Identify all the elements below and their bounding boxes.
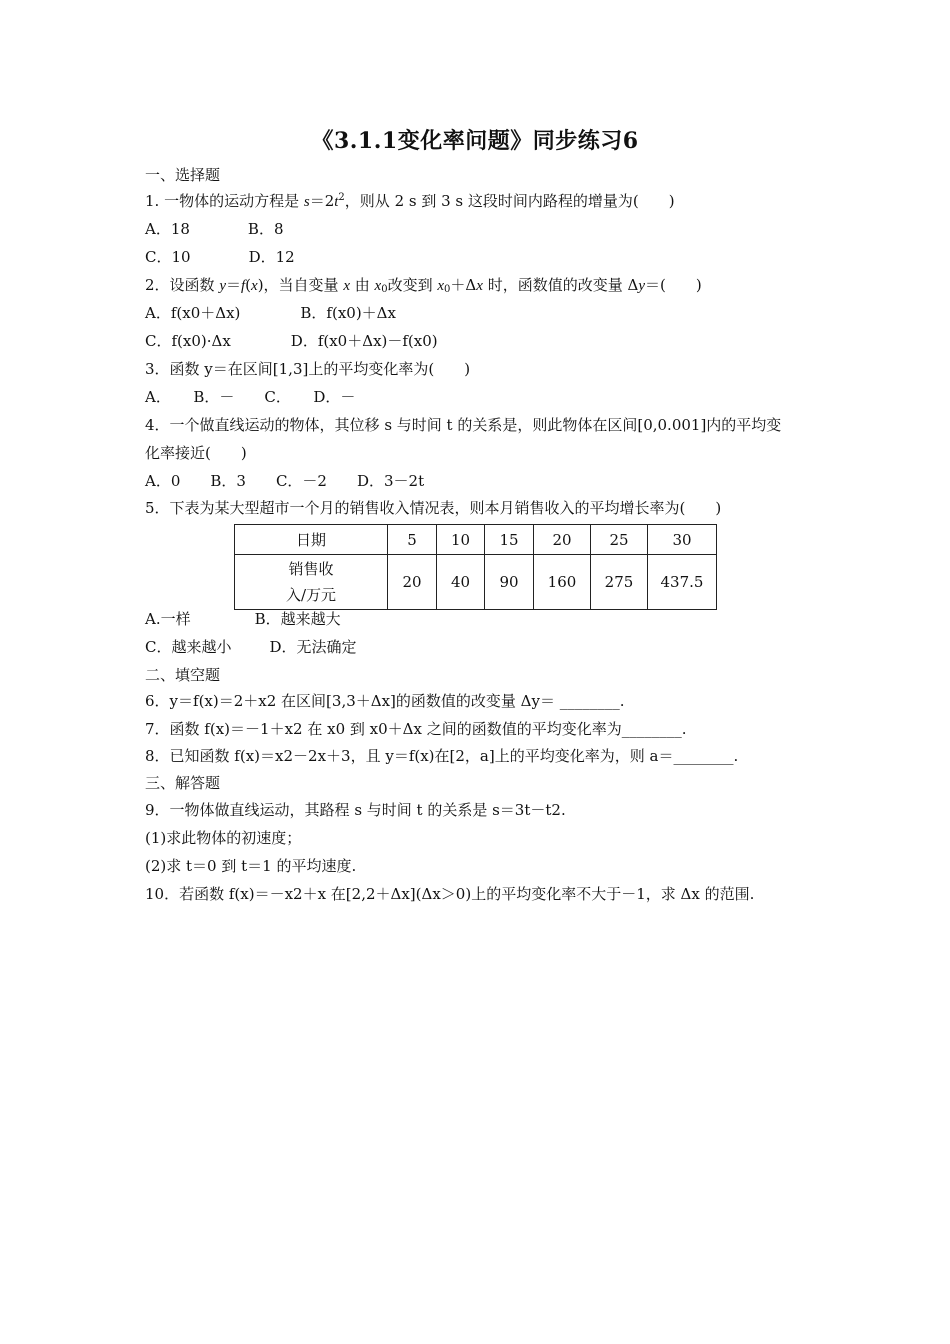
table-cell-value: 90	[485, 555, 534, 610]
question-4-line-2: 化率接近( )	[145, 444, 247, 462]
question-1-options-ab	[145, 219, 284, 239]
question-3: 3．函数 y＝在区间[1,3]上的平均变化率为( )	[145, 360, 471, 378]
question-9: 9．一物体做直线运动，其路程 s 与时间 t 的关系是 s＝3t－t2.	[145, 801, 566, 819]
question-6: 6．y＝f(x)＝2＋x2 在区间[3,3＋Δx]的函数值的改变量 Δy＝ ________.	[145, 692, 625, 710]
option-a: A.一样	[145, 610, 191, 628]
table-cell-day: 30	[648, 525, 717, 555]
option-d: D．12	[248, 248, 295, 266]
page-title: 《3.1.1变化率问题》同步练习6	[311, 128, 639, 154]
table-header-row	[235, 525, 717, 555]
question-4-line-1: 4．一个做直线运动的物体，其位移 s 与时间 t 的关系是，则此物体在区间[0,0.001]内的平均变	[145, 416, 782, 434]
table-cell-value: 160	[534, 555, 591, 610]
table-cell-header-label: 日期	[235, 525, 388, 555]
question-9-part-1: (1)求此物体的初速度；	[145, 829, 302, 847]
question-5-options-cd	[145, 637, 357, 657]
question-5: 5．下表为某大型超市一个月的销售收入情况表，则本月销售收入的平均增长率为( )	[145, 499, 722, 517]
table-cell-row-label: 销售收 入/万元	[235, 555, 388, 610]
option-a: A．18	[145, 220, 190, 238]
option-d: D．f(x0＋Δx)－f(x0)	[290, 332, 438, 350]
option-c: C．越来越小	[145, 638, 232, 656]
question-1-options-cd	[145, 247, 295, 267]
option-d: D．无法确定	[269, 638, 357, 656]
question-5-options-ab	[145, 609, 341, 629]
question-2-options-ab	[145, 303, 396, 323]
table-row	[235, 555, 717, 610]
option-c: C．f(x0)·Δx	[145, 332, 231, 350]
question-8: 8．已知函数 f(x)＝x2－2x＋3，且 y＝f(x)在[2，a]上的平均变化率为，则 a＝________.	[145, 747, 739, 765]
option-b: B．越来越大	[254, 610, 341, 628]
table-cell-value: 40	[437, 555, 485, 610]
table-cell-value: 275	[591, 555, 648, 610]
table-cell-value: 20	[388, 555, 437, 610]
option-b: B．8	[247, 220, 284, 238]
question-1: 1. 一物体的运动方程是 $s=2t^2$，则从 2 s 到 3 s 这段时间内路程的增量为( )	[145, 192, 675, 210]
question-2-options-cd	[145, 331, 438, 351]
option-b: B．f(x0)＋Δx	[300, 304, 396, 322]
table-cell-day: 25	[591, 525, 648, 555]
section-heading-solve: 三、解答题	[145, 774, 221, 792]
table-cell-day: 5	[388, 525, 437, 555]
option-c: C．10	[145, 248, 191, 266]
question-4-options: A．0 B．3 C．－2 D．3－2t	[145, 472, 425, 490]
question-9-part-2: (2)求 t＝0 到 t＝1 的平均速度.	[145, 857, 357, 875]
table-cell-day: 15	[485, 525, 534, 555]
section-heading-choice: 一、选择题	[145, 166, 221, 184]
section-heading-fill: 二、填空题	[145, 666, 221, 684]
sales-table	[234, 524, 717, 610]
option-a: A．f(x0＋Δx)	[145, 304, 241, 322]
table-cell-day: 20	[534, 525, 591, 555]
question-2: 2．设函数 y＝f(x)，当自变量 x 由 $x_0$改变到 $x_0+\Delta x$ 时，函数值的改变量 Δy＝( )	[145, 276, 702, 295]
question-7: 7．函数 f(x)＝－1＋x2 在 x0 到 x0＋Δx 之间的函数值的平均变化率为________.	[145, 720, 687, 738]
question-10: 10．若函数 f(x)＝－x2＋x 在[2,2＋Δx](Δx＞0)上的平均变化率不大于－1，求 Δx 的范围.	[145, 885, 755, 903]
question-3-options: A． B．－ C． D．－	[145, 388, 356, 406]
table-cell-day: 10	[437, 525, 485, 555]
table-cell-value: 437.5	[648, 555, 717, 610]
